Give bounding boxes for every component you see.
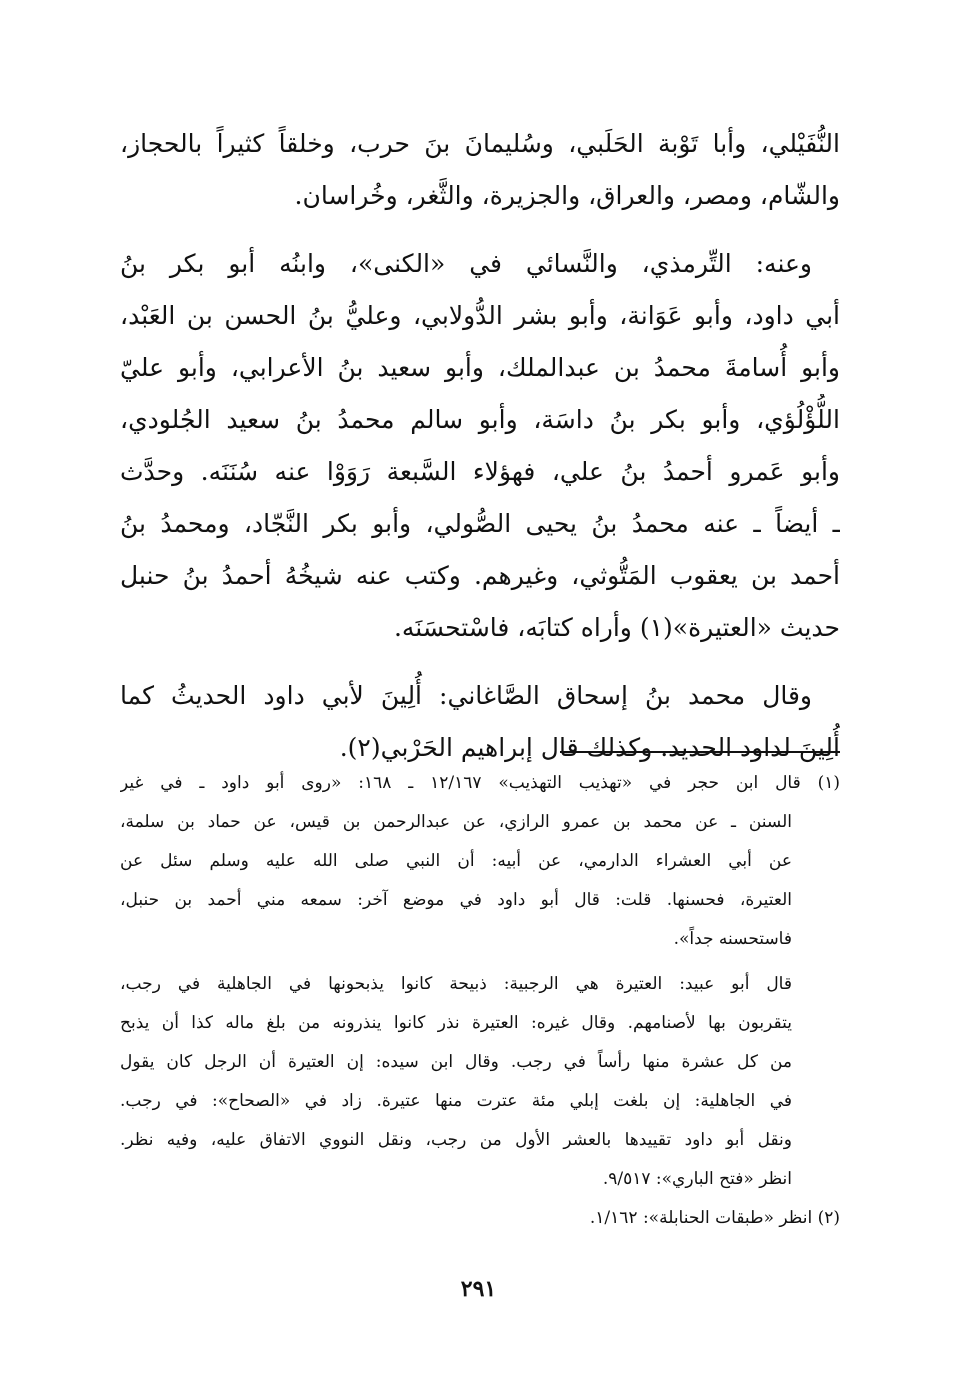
page-number: ٢٩١ — [460, 1276, 497, 1302]
text-line: اللُّؤْلُؤي، وأبو بكر بنُ داسَة، وأبو سالم محمدُ بنُ سعيد الجُلودي، — [120, 405, 840, 434]
footnote-line: عن أبي العشراء الدارمي، عن أبيه: أن النبي صلى الله عليه وسلم سئل عن — [120, 851, 792, 871]
text-line: أحمد بن يعقوب المَتُّوثي، وغيرهم. وكتب عنه شيخُهُ أحمدُ بنُ حنبل — [120, 561, 840, 590]
footnote-line: يتقربون بها لأصنامهم. وقال غيره: العتيرة نذر كانوا ينذرونه من بلغ ماله كذا أن يذبح — [120, 1013, 792, 1033]
footnote-line: انظر «فتح الباري»: ٩/٥١٧. — [602, 1169, 792, 1189]
footnote-separator — [560, 751, 840, 753]
footnote-line: من كل عشرة منها رأساً في رجب. وقال ابن سيده: إن العتيرة أن الرجل كان يقول — [120, 1052, 792, 1072]
text-line: ـ أيضاً ـ عنه محمدُ بنُ يحيى الصُّولي، وأبو بكر النَّجّاد، ومحمدُ بنُ — [120, 509, 840, 538]
text-line: النُّفَيْلي، وأبا تَوْبة الحَلَبي، وسُليمانَ بنَ حرب، وخلقاً كثيراً بالحجاز، — [120, 129, 840, 158]
main-text — [120, 118, 840, 774]
text-line: وقال محمد بنُ إسحاق الصَّاغاني: أُلِينَ لأبي داود الحديثُ كما — [120, 681, 812, 710]
text-line: وأبو أُسامةَ محمدُ بن عبدالملك، وأبو سعيد بنُ الأعرابي، وأبو عليّ — [120, 353, 840, 382]
text-line: أُلِينَ لداود الحديد. وكذلك قال إبراهيم الحَرْبي(٢). — [339, 733, 840, 762]
footnote-line: العتيرة، فحسنها. قلت: قال أبو داود في موضع آخر: سمعه مني أحمد بن حنبل، — [120, 890, 792, 910]
footnote-line: ونقل أبو داود تقييدها بالعشر الأول من رجب، ونقل النووي الاتفاق عليه، وفيه نظر. — [120, 1130, 792, 1150]
text-line: وأبو عَمرو أحمدُ بنُ علي، فهؤلاء السَّبعة رَوَوْا عنه سُنَنَه. وحدَّث — [120, 457, 840, 486]
footnotes — [120, 764, 840, 1238]
text-line: أبي داود، وأبو عَوَانة، وأبو بشر الدُّولابي، وعليُّ بنُ الحسن بن العَبْد، — [120, 301, 840, 330]
footnote-line: السنن ـ عن محمد بن عمرو الرازي، عن عبدالرحمن بن قيس، عن حماد بن سلمة، — [120, 812, 792, 832]
footnote-line: (٢) انظر «طبقات الحنابلة»: ١/١٦٢. — [589, 1208, 840, 1228]
footnote-line: فاستحسنه جداً». — [673, 929, 792, 949]
footnote-line: (١) قال ابن حجر في «تهذيب التهذيب» ١٢/١٦٧ ـ ١٦٨: «روى أبو داود ـ في غير — [120, 773, 840, 793]
footnote-line: قال أبو عبيد: العتيرة هي الرجبية: ذبيحة كانوا يذبحونها في الجاهلية في رجب، — [120, 974, 792, 994]
text-line: والشّام، ومصر، والعراق، والجزيرة، والثَّغر، وخُراسان. — [294, 181, 840, 210]
footnote-line: في الجاهلية: إن بلغت إبلي مئة عترت منها عتيرة. زاد في «الصحاح»: في رجب. — [120, 1091, 792, 1111]
text-line: وعنه: التِّرمذي، والنَّسائي في «الكنى»، وابنُه أبو بكر بنُ — [120, 249, 812, 278]
text-line: حديث «العتيرة»(١) وأراه كتابَه، فاسْتحسَنَه. — [393, 613, 840, 642]
